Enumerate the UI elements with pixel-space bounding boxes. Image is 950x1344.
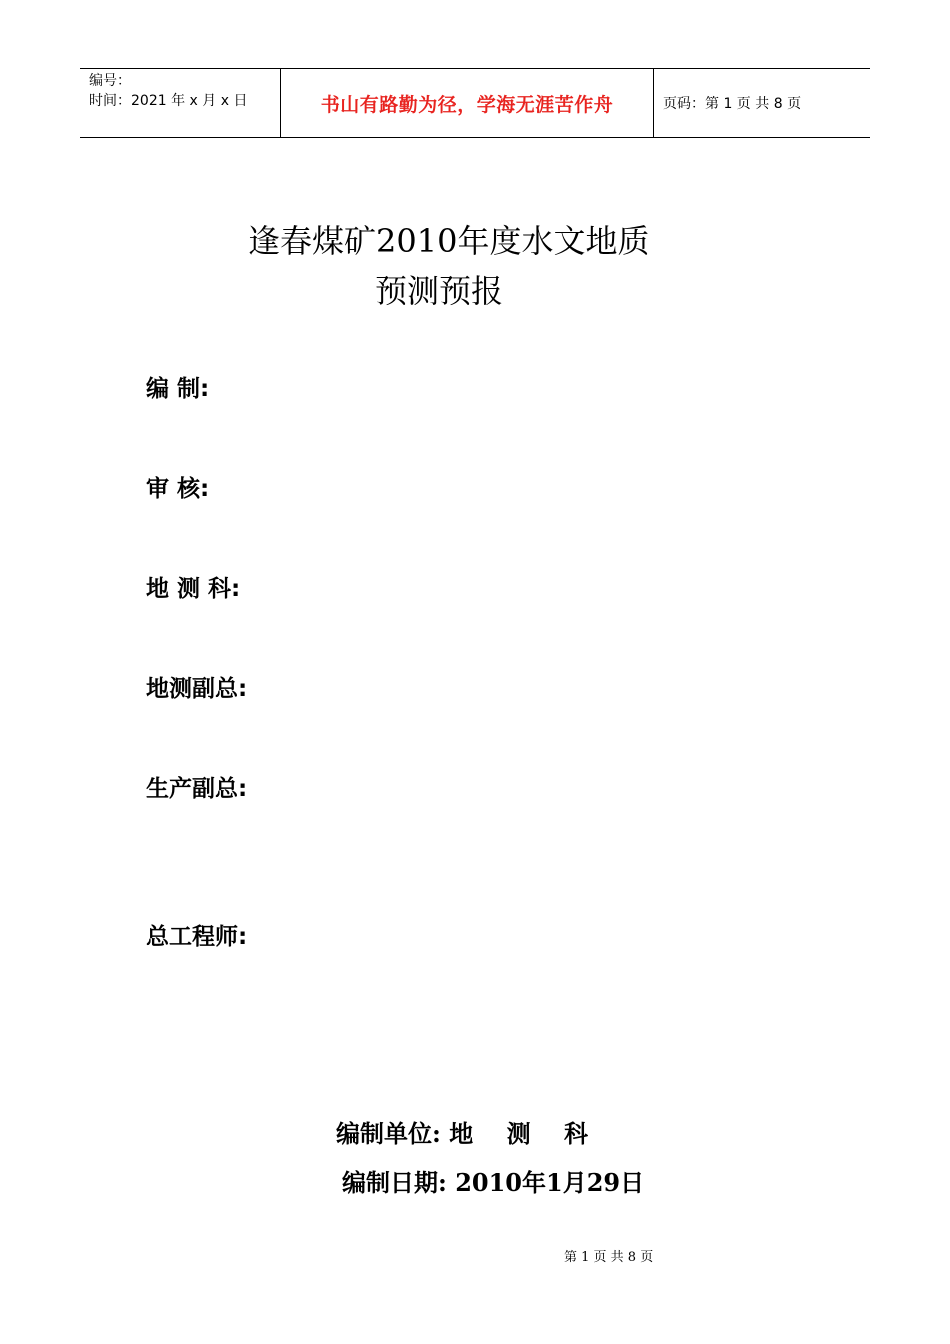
compiling-unit: 编制单位: 地 测 科	[336, 1119, 589, 1148]
compiling-date: 编制日期: 2010年1月29日	[342, 1168, 645, 1197]
signature-survey-deputy: 地测副总:	[146, 676, 248, 702]
signature-production-deputy: 生产副总:	[146, 776, 248, 802]
signature-chief-engineer: 总工程师:	[146, 924, 248, 950]
header-table	[80, 68, 870, 138]
signature-editor: 编 制:	[146, 376, 210, 402]
motto-text: 书山有路勤为径，学海无涯苦作舟	[320, 93, 614, 116]
signature-reviewer: 审 核:	[146, 476, 210, 502]
header-meta-cell	[80, 69, 281, 137]
page-footer: 第 1 页 共 8 页	[564, 1250, 654, 1265]
signature-survey-dept: 地 测 科:	[146, 576, 241, 602]
document-time-label: 时间：2021 年 x 月 x 日	[89, 93, 248, 109]
document-number-label: 编号：	[89, 73, 131, 89]
header-page-cell	[654, 69, 870, 137]
document-title-line1: 逢春煤矿2010年度水文地质	[248, 222, 650, 260]
header-motto-cell	[281, 69, 654, 137]
header-page-info: 页码：第 1 页 共 8 页	[663, 96, 802, 112]
document-title-line2: 预测预报	[375, 272, 504, 310]
